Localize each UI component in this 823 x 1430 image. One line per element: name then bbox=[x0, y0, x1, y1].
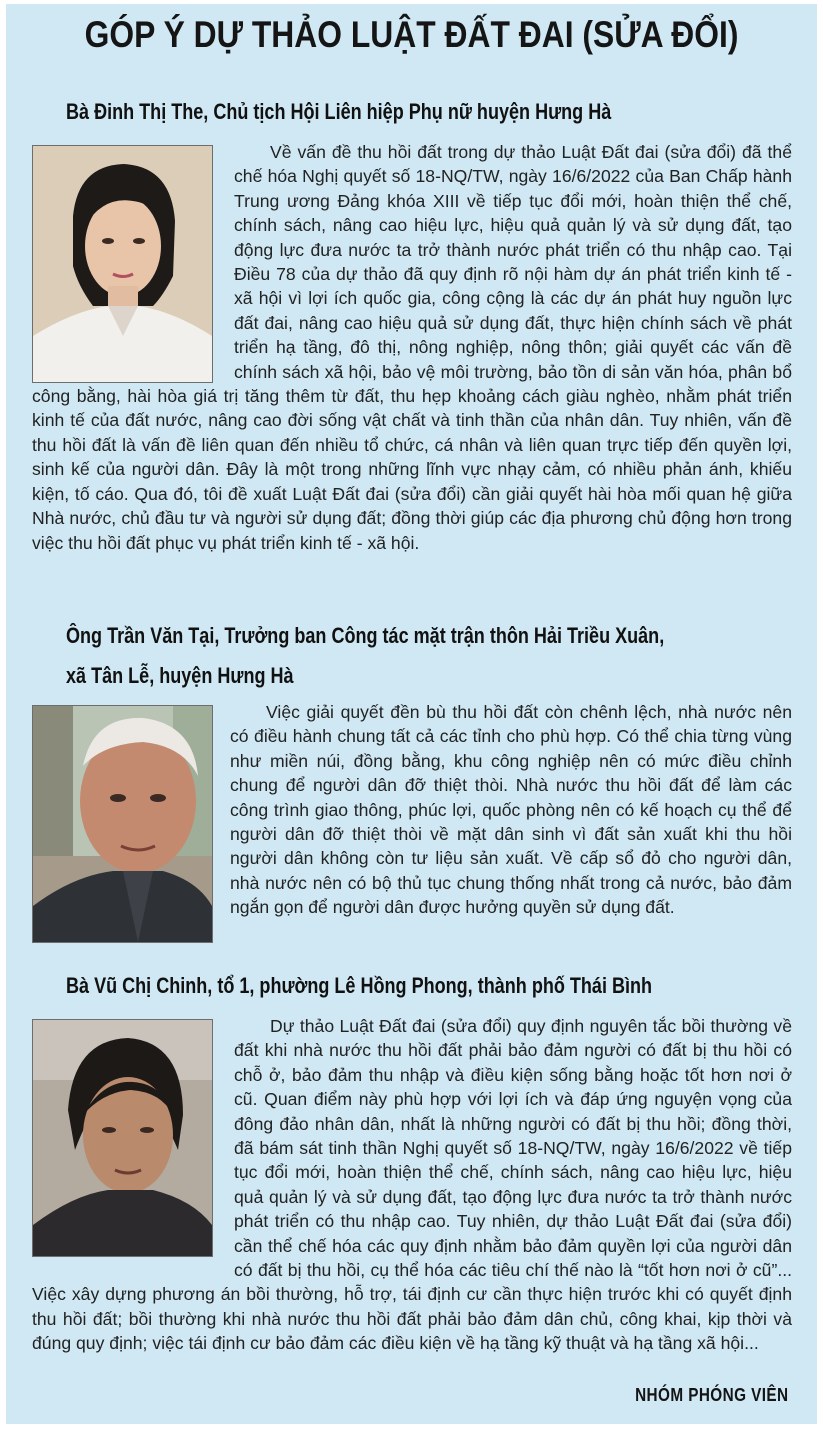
section-1-text: Về vấn đề thu hồi đất trong dự thảo Luật Đất đai (sửa đổi) đã thể chế hóa Nghị quyết số 18-NQ/TW, ngày 16/6/2022 của Ban Chấp hành Trung ương Đảng khóa XIII về tiếp tục đổi mới, hoàn thiện thể chế, chính sách, nâng cao hiệu lực, hiệu quả quản lý và sử dụng đất, tạo động lực đưa nước ta trở thành nước phát triển có thu nhập cao. Tại Điều 78 của dự thảo đã quy định rõ nội hàm dự án phát triển kinh tế - xã hội vì lợi ích quốc gia, công cộng là các dự án phát huy nguồn lực đất đai, nâng cao hiệu quả sử dụng đất, thực hiện chính sách về phát triển hạ tầng, đô thị, nông nghiệp, nông thôn; giải quyết các vấn đề chính sách xã hội, bảo vệ môi trường, bảo tồn di sản văn hóa, phân bổ công bằng, hài hòa giá trị tăng thêm từ đất, thu hẹp khoảng cách giàu nghèo, nhằm phát triển kinh tế của đất nước, nâng cao đời sống vật chất và tinh thần của nhân dân. Tuy nhiên, vấn đề thu hồi đất là vấn đề liên quan đến nhiều tổ chức, cá nhân và liên quan trực tiếp đến quyền lợi, sinh kế của người dân. Đây là một trong những lĩnh vực nhạy cảm, có nhiều phản ánh, khiếu kiện, tố cáo. Qua đó, tôi đề xuất Luật Đất đai (sửa đổi) cần giải quyết hài hòa mối quan hệ giữa Nhà nước, chủ đầu tư và người sử dụng đất; đồng thời giúp các địa phương chủ động hơn trong việc thu hồi đất phục vụ phát triển kinh tế - xã hội. bbox=[32, 142, 792, 553]
section-1-heading bbox=[66, 92, 689, 132]
section-3-text: Dự thảo Luật Đất đai (sửa đổi) quy định nguyên tắc bồi thường về đất khi nhà nước thu hồi đất phải bảo đảm người có đất bị thu hồi có chỗ ở, bảo đảm thu nhập và điều kiện sống bằng hoặc tốt hơn nơi ở cũ. Quan điểm này phù hợp với lợi ích và đáp ứng nguyện vọng của đông đảo nhân dân, nhất là những người có đất bị thu hồi; đồng thời, đã bám sát tinh thần Nghị quyết số 18-NQ/TW, ngày 16/6/2022 về tiếp tục đổi mới, hoàn thiện thể chế, chính sách, nâng cao hiệu lực, hiệu quả quản lý và sử dụng đất, tạo động lực đưa nước ta trở thành nước phát triển có thu nhập cao. Tuy nhiên, dự thảo Luật Đất đai (sửa đổi) cần thể chế hóa các quy định nhằm bảo đảm quyền lợi của người dân có đất bị thu hồi, cụ thể hóa các tiêu chí thế nào là “tốt hơn nơi ở cũ”... Việc xây dựng phương án bồi thường, hỗ trợ, tái định cư cần thực hiện trước khi có quyết định thu hồi đất; bồi thường khi nhà nước thu hồi đất phải bảo đảm dân chủ, công khai, kịp thời và đúng quy định; việc tái định cư bảo đảm các điều kiện về hạ tầng kỹ thuật và hạ tầng xã hội... bbox=[32, 1016, 792, 1354]
portrait-photo-3 bbox=[32, 1019, 213, 1257]
section-2-heading bbox=[66, 616, 689, 696]
portrait-photo-1 bbox=[32, 145, 213, 383]
section-2-heading-line-1: Ông Trần Văn Tại, Trưởng ban Công tác mặt trận thôn Hải Triều Xuân, bbox=[66, 623, 665, 648]
section-1-heading-line-1: Bà Đinh Thị The, Chủ tịch Hội Liên hiệp Phụ nữ huyện Hưng Hà bbox=[66, 99, 612, 124]
section-2-text: Việc giải quyết đền bù thu hồi đất còn chênh lệch, nhà nước nên có điều hành chung tất cả các tỉnh cho phù hợp. Có thể chia từng vùng như miền núi, đồng bằng, khu công nghiệp nên có mức điều chỉnh chung để người dân đỡ thiệt thòi. Nhà nước thu hồi đất để làm các công trình giao thông, phúc lợi, quốc phòng nên có kế hoạch cụ thể để người dân đỡ thiệt thòi về mặt dân sinh vì đất sản xuất khi thu hồi người dân không còn tư liệu sản xuất. Về cấp sổ đỏ cho người dân, nhà nước nên có bộ thủ tục chung thống nhất trong cả nước, bảo đảm ngắn gọn để người dân được hưởng quyền sử dụng đất. bbox=[230, 702, 792, 918]
section-2-body bbox=[230, 700, 792, 920]
section-2-heading-line-2: xã Tân Lễ, huyện Hưng Hà bbox=[66, 663, 294, 688]
section-3-heading-line-1: Bà Vũ Chị Chinh, tổ 1, phường Lê Hồng Phong, thành phố Thái Bình bbox=[66, 973, 653, 998]
section-3-heading bbox=[66, 966, 689, 1006]
article-title: GÓP Ý DỰ THẢO LUẬT ĐẤT ĐAI (SỬA ĐỔI) bbox=[84, 14, 739, 55]
byline: NHÓM PHÓNG VIÊN bbox=[635, 1385, 789, 1405]
portrait-photo-2 bbox=[32, 705, 213, 943]
